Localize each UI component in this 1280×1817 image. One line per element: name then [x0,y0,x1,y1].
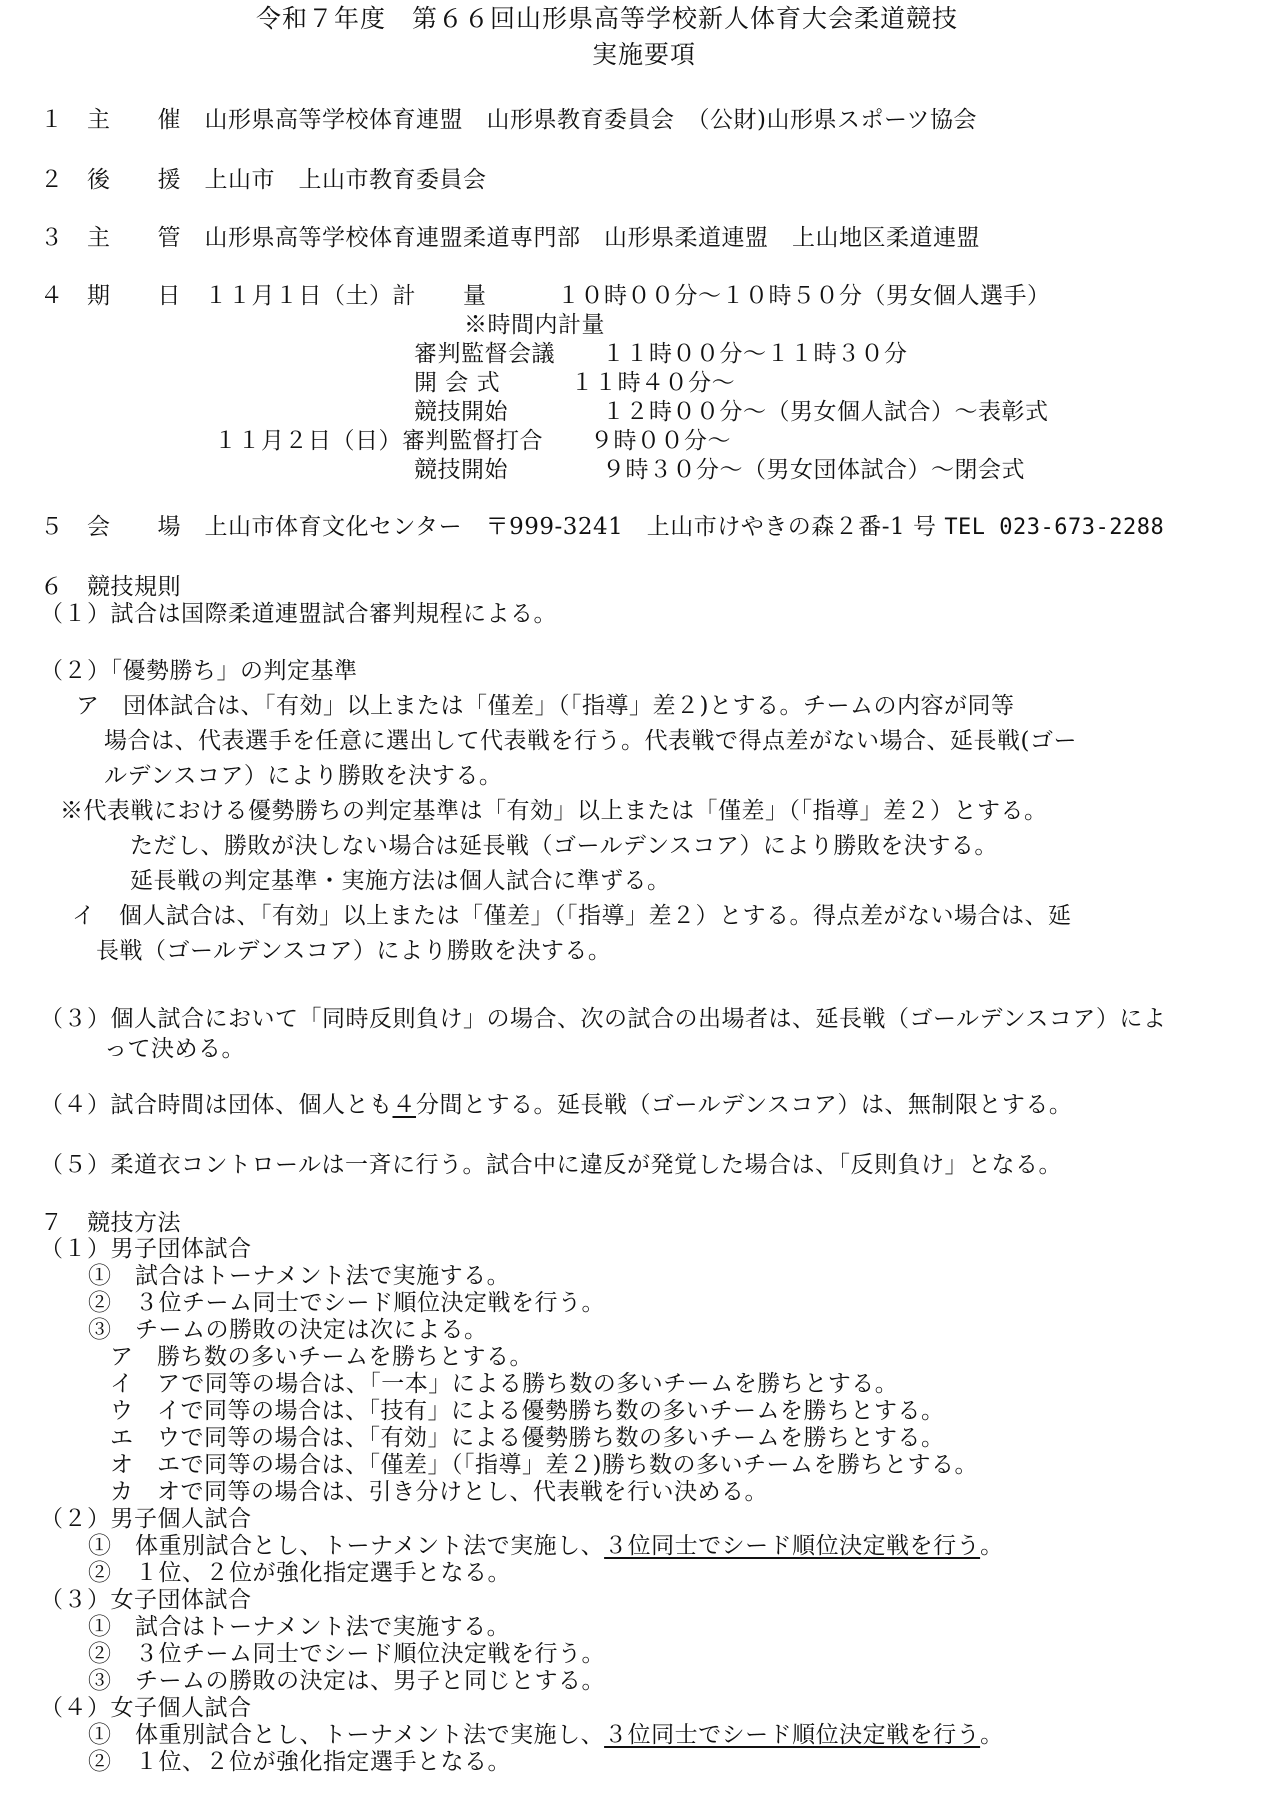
method-1-heading: （１）男子団体試合 [40,1236,252,1262]
rule-4 [40,1091,1072,1120]
method-2-item1-end: 。 [980,1533,1004,1559]
competition-start-day2: 競技開始 ９時３０分～（男女団体試合）～閉会式 [414,457,1025,483]
section-rules-heading: ６ 競技規則 [40,574,181,600]
section-dates-day1: ４ 期 日 １１月１日（土）計 量 １０時００分～１０時５０分（男女個人選手） [40,283,1051,309]
rule-2-note-line2: ただし、勝敗が決しない場合は延長戦（ゴールデンスコア）により勝敗を決する。 [130,833,998,859]
method-1-sub-ka: カ オで同等の場合は、引き分けとし、代表戦を行い決める。 [110,1479,768,1505]
method-1-item1: ① 試合はトーナメント法で実施する。 [88,1263,511,1289]
method-4-item1 [88,1721,1004,1750]
method-4-item2: ② １位、２位が強化指定選手となる。 [88,1749,511,1775]
method-4-item1-underlined: ３位同士でシード順位決定戦を行う [604,1722,981,1748]
rule-5: （５）柔道衣コントロールは一斉に行う。試合中に違反が発覚した場合は、「反則負け」となる。 [40,1152,1063,1178]
rule-3-line1: （３）個人試合において「同時反則負け」の場合、次の試合の出場者は、延長戦（ゴールデンスコア）によ [40,1006,1167,1032]
rule-2-note-line3: 延長戦の判定基準・実施方法は個人試合に準ずる。 [130,868,671,894]
section-method-heading: ７ 競技方法 [40,1210,181,1236]
method-3-item3: ③ チームの勝敗の決定は、男子と同じとする。 [88,1668,605,1694]
section-organizer: １ 主 催 山形県高等学校体育連盟 山形県教育委員会 （公財)山形県スポーツ協会 [40,107,978,133]
rule-2-i-line1: イ 個人試合は、「有効」以上または「僅差」（「指導」差２）とする。得点差がない場合は、延 [72,903,1072,929]
document-title: 令和７年度 第６６回山形県高等学校新人体育大会柔道競技 [256,4,959,33]
method-1-sub-a: ア 勝ち数の多いチームを勝ちとする。 [110,1344,533,1370]
method-3-item1: ① 試合はトーナメント法で実施する。 [88,1614,511,1640]
method-1-item2: ② ３位チーム同士でシード順位決定戦を行う。 [88,1290,605,1316]
method-3-item2: ② ３位チーム同士でシード順位決定戦を行う。 [88,1641,605,1667]
section-management: ３ 主 管 山形県高等学校体育連盟柔道専門部 山形県柔道連盟 上山地区柔道連盟 [40,225,980,251]
method-2-item1-underlined: ３位同士でシード順位決定戦を行う [604,1533,981,1559]
rule-4-part1: （４）試合時間は団体、個人とも [40,1092,393,1118]
section-dates-day2: １１月２日（日）審判監督打合 ９時００分～ [214,428,731,454]
method-2-heading: （２）男子個人試合 [40,1506,252,1532]
competition-start-day1: 競技開始 １２時００分～（男女個人試合）～表彰式 [414,399,1049,425]
venue-phone: TEL 023-673-2288 [944,515,1165,540]
weigh-in-note: ※時間内計量 [464,312,605,338]
method-4-item1-end: 。 [980,1722,1004,1748]
opening-ceremony: 開 会 式 １１時４０分～ [414,370,736,396]
rule-4-minutes: ４ [392,1092,416,1118]
rule-2-note-line1: ※代表戦における優勢勝ちの判定基準は「有効」以上または「僅差」（「指導」差２）とする。 [60,798,1048,824]
rule-3-line2: って決める。 [104,1036,245,1062]
method-1-sub-u: ウ イで同等の場合は、「技有」による優勢勝ち数の多いチームを勝ちとする。 [110,1398,945,1424]
rule-1: （１）試合は国際柔道連盟試合審判規程による。 [40,601,557,627]
rule-2-a-line3: ルデンスコア）により勝敗を決する。 [104,763,503,789]
rule-2-i-line2: 長戦（ゴールデンスコア）により勝敗を決する。 [96,938,612,964]
method-1-sub-e: エ ウで同等の場合は、「有効」による優勢勝ち数の多いチームを勝ちとする。 [110,1425,945,1451]
method-1-sub-i: イ アで同等の場合は、「一本」による勝ち数の多いチームを勝ちとする。 [110,1371,899,1397]
referee-meeting: 審判監督会議 １１時００分～１１時３０分 [414,341,908,367]
method-1-sub-o: オ エで同等の場合は、「僅差」（「指導」差２)勝ち数の多いチームを勝ちとする。 [110,1452,978,1478]
rule-2-heading: （２）「優勢勝ち」の判定基準 [40,658,358,684]
method-4-item1-part1: ① 体重別試合とし、トーナメント法で実施し、 [88,1722,605,1748]
method-2-item1 [88,1532,1004,1561]
method-1-item3: ③ チームの勝敗の決定は次による。 [88,1317,488,1343]
method-3-heading: （３）女子団体試合 [40,1587,252,1613]
method-2-item1-part1: ① 体重別試合とし、トーナメント法で実施し、 [88,1533,605,1559]
rule-2-a-line2: 場合は、代表選手を任意に選出して代表戦を行う。代表戦で得点差がない場合、延長戦(ゴー [104,728,1077,754]
section-venue [40,513,1164,542]
document-subtitle: 実施要項 [592,40,697,69]
section-support: ２ 後 援 上山市 上山市教育委員会 [40,167,487,193]
rule-4-part2: 分間とする。延長戦（ゴールデンスコア）は、無制限とする。 [416,1092,1073,1118]
venue-address: ５ 会 場 上山市体育文化センター 〒999-3241 上山市けやきの森２番-1 号 [40,514,945,540]
method-4-heading: （４）女子個人試合 [40,1695,252,1721]
method-2-item2: ② １位、２位が強化指定選手となる。 [88,1560,511,1586]
rule-2-a-line1: ア 団体試合は、「有効」以上または「僅差」（「指導」差２)とする。チームの内容が同等 [76,693,1015,719]
